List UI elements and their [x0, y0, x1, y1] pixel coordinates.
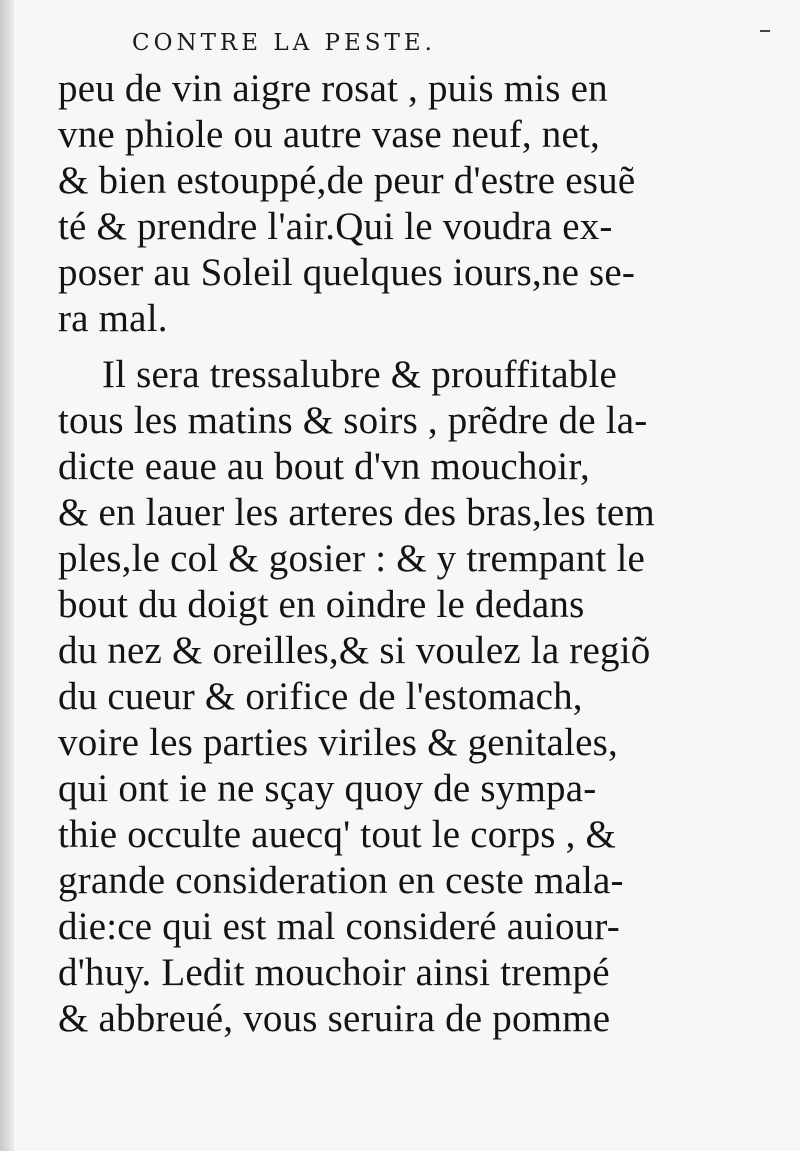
page-gutter — [0, 0, 14, 1151]
text-line: vne phiole ou autre vase neuf, net, — [58, 113, 600, 156]
text-line: ples,le col & gosier : & y trempant le — [58, 537, 646, 580]
running-head: CONTRE LA PESTE. — [132, 30, 436, 56]
text-line: du cueur & orifice de l'estomach, — [58, 675, 583, 718]
text-line: tous les matins & soirs , prẽdre de la- — [58, 399, 648, 442]
text-line: grande consideration en ceste mala- — [58, 859, 624, 902]
paragraph-1 — [58, 66, 708, 342]
text-line: dicte eaue au bout d'vn mouchoir, — [58, 445, 590, 488]
text-line: d'huy. Ledit mouchoir ainsi trempé — [58, 951, 610, 994]
text-line: qui ont ie ne sçay quoy de sympa- — [58, 767, 597, 810]
text-line: peu de vin aigre rosat , puis mis en — [58, 67, 608, 110]
paragraph-2 — [58, 352, 708, 1042]
text-line: ra mal. — [58, 297, 168, 340]
body-text — [58, 66, 708, 1042]
text-line: té & prendre l'air.Qui le voudra ex- — [58, 205, 613, 248]
text-line: die:ce qui est mal consideré auiour- — [58, 905, 620, 948]
text-line: & en lauer les arteres des bras,les tem — [58, 491, 655, 534]
printer-mark — [760, 30, 770, 32]
text-line: bout du doigt en oindre le dedans — [58, 583, 585, 626]
text-line: du nez & oreilles,& si voulez la regiõ — [58, 629, 651, 672]
text-line: Il sera tressalubre & prouffitable — [102, 353, 618, 396]
text-line: & abbreué, vous seruira de pomme — [58, 997, 611, 1040]
text-line: thie occulte auecq' tout le corps , & — [58, 813, 617, 856]
text-line: & bien estouppé,de peur d'estre esuẽ — [58, 159, 636, 202]
text-line: poser au Soleil quelques iours,ne se- — [58, 251, 636, 294]
text-line: voire les parties viriles & genitales, — [58, 721, 618, 764]
